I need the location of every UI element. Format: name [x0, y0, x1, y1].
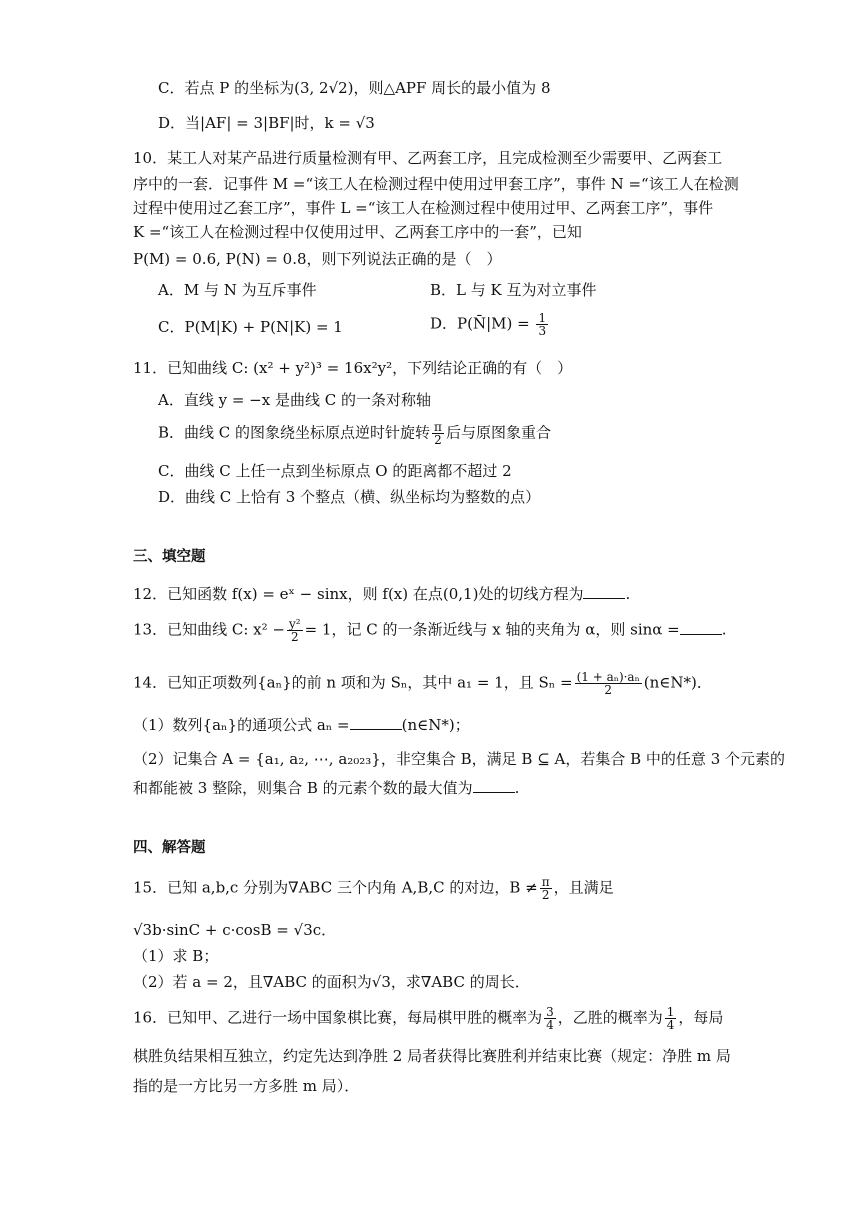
q15-part2: （2）若 a = 2，且∇ABC 的面积为√3，求∇ABC 的周长． [133, 973, 530, 991]
fraction-three-quarters: $\frac{3}{4}$ [546, 1005, 554, 1032]
q16-text2: ，乙胜的概率为 [557, 1008, 663, 1027]
q10-option-a: A．M 与 N 为互斥事件 [158, 281, 317, 299]
q15-stem-line2: √3b·sinC + c·cosB = √3c． [133, 921, 337, 939]
q16-stem-line3: 指的是一方比另一方多胜 m 局）． [133, 1077, 360, 1095]
q12-text: 12．已知函数 f(x) = eˣ − sinx，则 f(x) 在点(0,1)处的切线方程为 [133, 585, 584, 603]
q16-text3: ，每局 [678, 1008, 724, 1027]
q11-option-b-text1: B．曲线 C 的图象绕坐标原点逆时针旋转 [158, 423, 431, 442]
answer-blank [350, 715, 402, 730]
q11-option-b [158, 421, 551, 446]
q14-part1-text2: (n∈N*)； [401, 716, 470, 734]
q14-period: . [514, 779, 520, 797]
q16-stem-line1 [133, 1006, 723, 1031]
q11-option-b-text2: 后与原图象重合 [445, 423, 551, 442]
q14-part2-line2 [133, 777, 519, 799]
q11-option-a: A．直线 y = −x 是曲线 C 的一条对称轴 [158, 391, 431, 409]
q10-option-d-text: D．P(N̄|M) = [430, 314, 535, 333]
q11-option-d: D．曲线 C 上恰有 3 个整点（横、纵坐标均为整数的点） [158, 488, 541, 506]
q14-stem [133, 671, 712, 696]
fraction-one-quarter: $\frac{1}{4}$ [666, 1005, 675, 1032]
q11-stem: 11．已知曲线 C: (x² + y²)³ = 16x²y²，下列结论正确的有（ ） [133, 359, 573, 377]
q15-text2: ，且满足 [553, 878, 614, 897]
fraction-one-third: $\frac{1}{3}$ [538, 311, 547, 338]
q12-period: . [625, 585, 631, 603]
q15-stem-line1 [133, 876, 614, 901]
q14-text1: 14．已知正项数列{aₙ}的前 n 项和为 Sₙ，其中 a₁ = 1，且 Sₙ = [133, 673, 573, 692]
q13-text1: 13．已知曲线 C: x² − [133, 620, 285, 639]
section-heading-fill-in: 三、填空题 [133, 549, 206, 565]
q12-stem [133, 583, 630, 605]
q13-period: . [721, 620, 727, 639]
fraction-pi-half: $\frac{\pi}{2}$ [434, 420, 442, 447]
q14-part1 [133, 714, 470, 736]
answer-blank [473, 778, 515, 793]
fraction-sn-expression: $\frac{\text{(1 + aₙ)·aₙ}}{2}$ [576, 670, 640, 697]
answer-blank [583, 584, 625, 599]
answer-blank [680, 620, 722, 635]
q15-part1: （1）求 B； [133, 947, 219, 965]
q14-text2: (n∈N*)． [643, 673, 712, 692]
q14-part2-line1: （2）记集合 A = {a₁, a₂, ⋯, a₂₀₂₃}，非空集合 B，满足 B ⊆ A，若集合 B 中的任意 3 个元素的 [133, 750, 786, 768]
q9-option-c: C．若点 P 的坐标为(3, 2√2)，则△APF 周长的最小值为 8 [158, 79, 551, 97]
q10-stem-line2: 序中的一套．记事件 M =“该工人在检测过程中使用过甲套工序”，事件 N =“该工人在检测 [133, 175, 739, 193]
q10-stem-line5: P(M) = 0.6, P(N) = 0.8，则下列说法正确的是（ ） [133, 250, 502, 268]
q10-option-b: B．L 与 K 互为对立事件 [430, 281, 597, 299]
q10-stem-line1: 10．某工人对某产品进行质量检测有甲、乙两套工序，且完成检测至少需要甲、乙两套工 [133, 149, 723, 167]
q11-option-c: C．曲线 C 上任一点到坐标原点 O 的距离都不超过 2 [158, 462, 512, 480]
q10-stem-line4: K =“该工人在检测过程中仅使用过甲、乙两套工序中的一套”，已知 [133, 223, 582, 241]
q13-stem [133, 618, 727, 643]
q15-text1: 15．已知 a,b,c 分别为∇ABC 三个内角 A,B,C 的对边，B ≠ [133, 878, 538, 897]
q14-part2-text: 和都能被 3 整除，则集合 B 的元素个数的最大值为 [133, 779, 473, 797]
q13-text2: = 1，记 C 的一条渐近线与 x 轴的夹角为 α，则 sinα = [304, 620, 680, 639]
q14-part1-text1: （1）数列{aₙ}的通项公式 aₙ = [133, 716, 350, 734]
q10-stem-line3: 过程中使用过乙套工序”，事件 L =“该工人在检测过程中使用过甲、乙两套工序”，事件 [133, 199, 714, 217]
q10-option-d [430, 312, 550, 337]
q9-option-d: D．当|AF| = 3|BF|时，k = √3 [158, 114, 375, 132]
section-heading-solutions: 四、解答题 [133, 840, 206, 856]
q16-text1: 16．已知甲、乙进行一场中国象棋比赛，每局棋甲胜的概率为 [133, 1008, 543, 1027]
fraction-pi-half: $\frac{\pi}{2}$ [541, 875, 550, 902]
q16-stem-line2: 棋胜负结果相互独立，约定先达到净胜 2 局者获得比赛胜利并结束比赛（规定：净胜 m 局 [133, 1047, 731, 1065]
fraction-y2-over-2: $\frac{\text{y²}}{2}$ [288, 617, 301, 644]
q10-option-c: C．P(M|K) + P(N|K) = 1 [158, 318, 343, 336]
